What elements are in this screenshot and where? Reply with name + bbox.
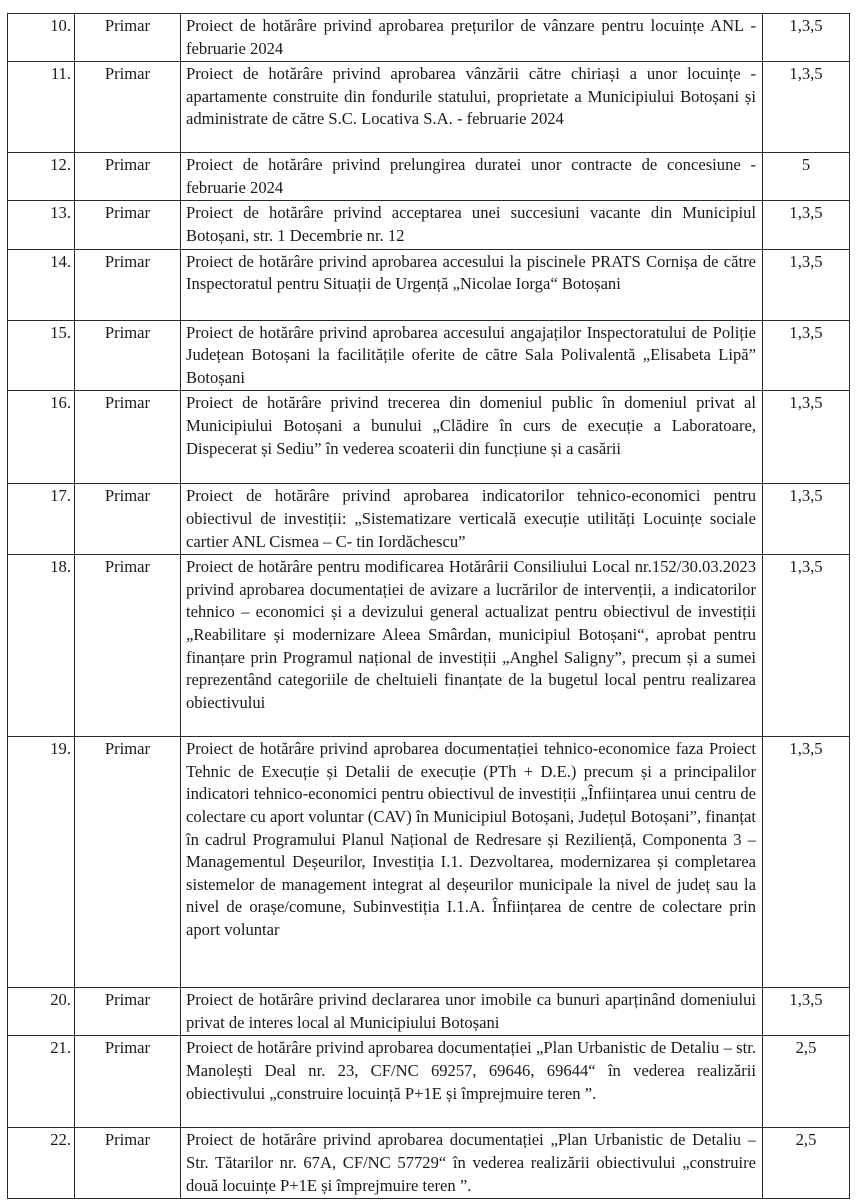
row-committees: 1,3,5 xyxy=(763,201,850,249)
row-number: 18. xyxy=(8,555,75,737)
row-initiator: Primar xyxy=(75,153,181,201)
row-number: 20. xyxy=(8,988,75,1036)
row-initiator: Primar xyxy=(75,484,181,555)
row-initiator: Primar xyxy=(75,249,181,320)
document-page xyxy=(7,13,849,1199)
row-title: Proiect de hotărâre privind prelungirea duratei unor contracte de concesiune -februarie 2024 xyxy=(181,153,763,201)
row-initiator: Primar xyxy=(75,1036,181,1128)
agenda-table-body xyxy=(8,14,850,1199)
table-row xyxy=(8,320,850,391)
table-row xyxy=(8,201,850,249)
row-committees: 5 xyxy=(763,153,850,201)
row-number: 10. xyxy=(8,14,75,62)
row-number: 11. xyxy=(8,62,75,153)
table-row xyxy=(8,62,850,153)
row-title: Proiect de hotărâre privind aprobarea accesului la piscinele PRATS Cornișa de către Inspectoratul pentru Situații de Urgență „Nicolae Iorga“ Botoșani xyxy=(181,249,763,320)
row-committees: 1,3,5 xyxy=(763,484,850,555)
row-title: Proiect de hotărâre privind aprobarea documentației „Plan Urbanistic de Detaliu – Str. Tătarilor nr. 67A, CF/NC 57729“ în vederea realizării obiectivului „construire două locuințe P+1E și împrejmuire teren ”. xyxy=(181,1128,763,1199)
table-row xyxy=(8,555,850,737)
row-number: 16. xyxy=(8,391,75,484)
row-title: Proiect de hotărâre privind aprobarea documentației „Plan Urbanistic de Detaliu – str. Manolești Deal nr. 23, CF/NC 69257, 69646, 69644“ în vederea realizării obiectivului „construire locuință P+1E și împrejmuire teren ”. xyxy=(181,1036,763,1128)
row-number: 15. xyxy=(8,320,75,391)
row-committees: 1,3,5 xyxy=(763,391,850,484)
row-title: Proiect de hotărâre privind acceptarea unei succesiuni vacante din Municipiul Botoșani, str. 1 Decembrie nr. 12 xyxy=(181,201,763,249)
table-row xyxy=(8,988,850,1036)
row-committees: 1,3,5 xyxy=(763,62,850,153)
row-title: Proiect de hotărâre privind aprobarea prețurilor de vânzare pentru locuințe ANL - februarie 2024 xyxy=(181,14,763,62)
row-committees: 1,3,5 xyxy=(763,988,850,1036)
row-committees: 2,5 xyxy=(763,1128,850,1199)
row-initiator: Primar xyxy=(75,62,181,153)
row-initiator: Primar xyxy=(75,737,181,988)
row-title: Proiect de hotărâre privind declararea unor imobile ca bunuri aparținând domeniului privat de interes local al Municipiului Botoșani xyxy=(181,988,763,1036)
row-committees: 1,3,5 xyxy=(763,320,850,391)
table-row xyxy=(8,391,850,484)
row-title: Proiect de hotărâre pentru modificarea Hotărârii Consiliului Local nr.152/30.03.2023 privind aprobarea documentației de avizare a lucrărilor de intervenții, a indicatorilor tehnico – economici și a devizului general actualizat pentru obiectivul de investiții „Reabilitare și modernizare Aleea Smârdan, municipiul Botoșani“, aprobat pentru finanțare prin Programul național de investiții „Anghel Saligny”, precum și a sumei reprezentând categoriile de cheltuieli finanțate de la bugetul local pentru realizarea obiectivului xyxy=(181,555,763,737)
row-title: Proiect de hotărâre privind aprobarea accesului angajaților Inspectoratului de Poliție Județean Botoșani la facilitățile oferite de către Sala Polivalentă „Elisabeta Lipă” Botoșani xyxy=(181,320,763,391)
table-row xyxy=(8,1128,850,1199)
row-initiator: Primar xyxy=(75,988,181,1036)
row-initiator: Primar xyxy=(75,201,181,249)
table-row xyxy=(8,484,850,555)
row-title: Proiect de hotărâre privind aprobarea documentației tehnico-economice faza Proiect Tehnic de Execuție și Detalii de execuție (PTh + D.E.) precum și a principalilor indicatori tehnico-economici pentru obiectivul de investiții „Înființarea unui centru de colectare cu aport voluntar (CAV) în Municipiul Botoșani, Județul Botoșani”, finanțat în cadrul Programului Planul Național de Redresare și Reziliență, Componenta 3 – Managementul Deșeurilor, Investiția I.1. Dezvoltarea, modernizarea și completarea sistemelor de management integrat al deșeurilor municipale la nivel de județ sau la nivel de orașe/comune, Subinvestiția I.1.A. Înființarea de centre de colectare prin aport voluntar xyxy=(181,737,763,988)
row-initiator: Primar xyxy=(75,1128,181,1199)
agenda-table xyxy=(7,13,850,1199)
row-title: Proiect de hotărâre privind aprobarea indicatorilor tehnico-economici pentru obiectivul de investiții: „Sistematizare verticală execuție utilități Locuințe sociale cartier ANL Cismea – C- tin Iordăchescu” xyxy=(181,484,763,555)
table-row xyxy=(8,737,850,988)
table-row xyxy=(8,249,850,320)
table-row xyxy=(8,153,850,201)
row-committees: 1,3,5 xyxy=(763,249,850,320)
row-title: Proiect de hotărâre privind trecerea din domeniul public în domeniul privat al Municipiului Botoșani a bunului „Clădire în curs de execuție a Laboratoare, Dispecerat și Sediu” în vederea scoaterii din funcțiune și a casării xyxy=(181,391,763,484)
table-row xyxy=(8,14,850,62)
row-committees: 1,3,5 xyxy=(763,14,850,62)
row-number: 13. xyxy=(8,201,75,249)
row-committees: 2,5 xyxy=(763,1036,850,1128)
row-initiator: Primar xyxy=(75,555,181,737)
row-initiator: Primar xyxy=(75,391,181,484)
row-number: 21. xyxy=(8,1036,75,1128)
row-number: 22. xyxy=(8,1128,75,1199)
table-row xyxy=(8,1036,850,1128)
row-committees: 1,3,5 xyxy=(763,737,850,988)
row-number: 12. xyxy=(8,153,75,201)
row-initiator: Primar xyxy=(75,14,181,62)
row-initiator: Primar xyxy=(75,320,181,391)
row-committees: 1,3,5 xyxy=(763,555,850,737)
row-number: 17. xyxy=(8,484,75,555)
row-number: 14. xyxy=(8,249,75,320)
row-title: Proiect de hotărâre privind aprobarea vânzării către chiriași a unor locuințe - apartamente construite din fondurile statului, proprietate a Municipiului Botoșani și administrate de către S.C. Locativa S.A. - februarie 2024 xyxy=(181,62,763,153)
row-number: 19. xyxy=(8,737,75,988)
